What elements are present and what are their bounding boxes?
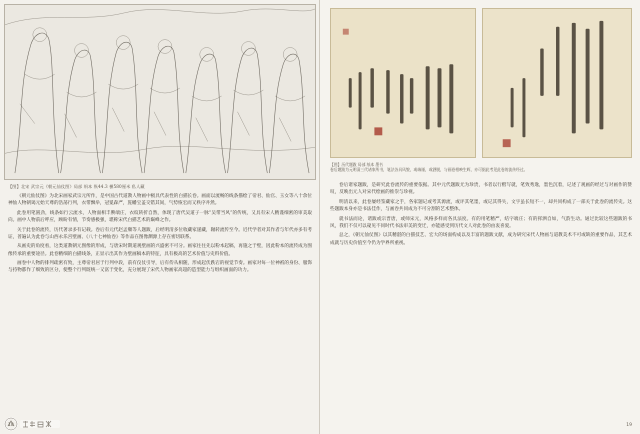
- paragraph: 明清以来，此卷屡经鉴藏家之手，各家题记或考其源流，或评其笔墨，或记其得失，文字虽长短不一，却共同构成了一部关于此卷的流传史。这些题跋本身亦是书法佳作，与画卷共同成为不可分割的艺术整体。: [330, 199, 632, 212]
- figure-caption: 【图】北宋 武宗元《朝元仙仗图》局部 绢本 纵44.3 横580厘米 私人藏: [8, 184, 145, 189]
- caption-line: 【图】历代题跋 局部 纸本 墨书: [330, 162, 383, 167]
- calligraphy-inscription-icon: [331, 9, 475, 157]
- calligraphy-plate-left: [330, 8, 476, 158]
- calligraphy-inscription-icon: [483, 9, 631, 157]
- calligraphy-plate-right: [482, 8, 632, 158]
- article-body-left: [8, 193, 312, 423]
- right-page: [320, 0, 640, 434]
- caption-line: 卷后题跋为元明清三代诸家所书，笔法各具风貌，或端谨，或洒脱，与画卷相映生辉，亦可据此考见此卷的流传经过。: [330, 167, 528, 173]
- paragraph: 《朝元仙仗图》为北宋画家武宗元所作，是中国古代道教人物画中极具代表性的白描长卷。画面以流畅的线条描绘了帝君、仙官、玉女等八十余位神仙人物朝谒元始天尊的浩荡行列，衣带飘举，冠冕森严，旌幡宝盖交错其间，气势恢宏而又秩序井然。: [8, 194, 312, 207]
- page-number: 19: [626, 423, 632, 428]
- paragraph: 从画史的角度看，这类道教朝元图像的形成，与唐宋时期道观壁画的兴盛密不可分。画家往往先以粉本起稿，再施之于壁，因此粉本的流传成为图像传承的重要途径。此卷精细的白描线条，正显示出其作为壁画稿本的特征，具有极高的艺术价值与史料价值。: [8, 244, 312, 257]
- paragraph: 画卷中人物的排列疏密有致，主尊帝君居于行列中段，前有仪仗引导，后有侍从相随，形成起伏跌宕的视觉节奏。画家对每一位神祇的身份、服饰与持物都作了细致的区分，使整个行列既统一又富于变化，充分展现了宋代人物画家高超的造型能力与组织画面的功力。: [8, 261, 312, 274]
- page-number: 18: [8, 423, 14, 428]
- paragraph: 此卷用笔圆劲，线条如行云流水，人物面相丰腴端庄，衣纹转折自然，体现了唐代吴道子一脉“吴带当风”的传统，又具有宋人精谨细密的审美取向。画中人物前后呼应，顾盼有情，节奏感极强，堪称宋代白描艺术的巅峰之作。: [8, 210, 312, 223]
- watermark-logo-icon: [4, 417, 62, 431]
- paragraph: 关于此卷的流传，历代著录多有记载。卷后有元代赵孟頫等人题跋，后经明清多位收藏家递藏，辗转流传至今。近代学者对其作者与年代亦多有考证，普遍认为此卷与山西永乐宫壁画、《八十七神仙卷》等作品在图像渊源上存在密切联系。: [8, 227, 312, 240]
- line-drawing-figure-icon: [5, 5, 315, 179]
- figure-painting: [4, 4, 316, 180]
- paragraph: 卷后诸家题跋，是研究此卷流传的重要依据。其中元代题跋尤为珍贵，书者以行楷写就，笔致秀逸，墨色沉着，记述了观画的经过与对画作的赞叹，反映出元人对宋代绘画的推崇与珍视。: [330, 183, 632, 196]
- site-watermark: [4, 416, 64, 432]
- article-body-right: [330, 182, 632, 422]
- plate-caption: [330, 162, 632, 172]
- paragraph: 总之，《朝元仙仗图》以其精湛的白描技艺、宏大的场面构成以及丰富的题跋文献，成为研究宋代人物画与道教美术不可或缺的重要作品，其艺术成就与历史价值至今仍为学界所重视。: [330, 233, 632, 246]
- paragraph: 就书法而论，诸跋或宗晋唐，或师宋元，风格多样而各具法度。有的用笔精严，结字端庄；有的挥洒自如，气韵生动。通过比较这些题跋的书风，我们不仅可以窥见不同时代书法审美的变迁，亦能感受到历代文人对此卷的由衷喜爱。: [330, 216, 632, 229]
